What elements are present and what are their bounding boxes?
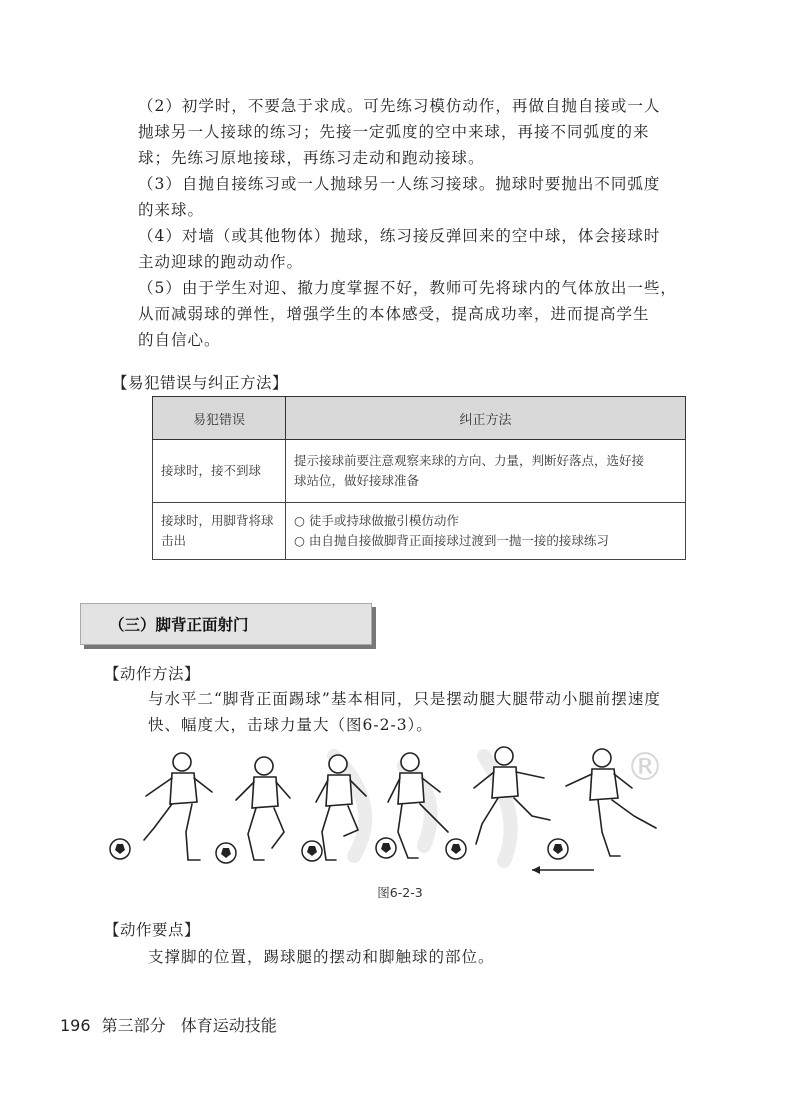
keypoints-text: 支撑脚的位置，踢球腿的摆动和脚触球的部位。 xyxy=(148,948,495,966)
fix-line: 球站位，做好接球准备 xyxy=(294,473,420,488)
paragraph-line: 抛球另一人接球的练习；先接一定弧度的空中来球，再接不同弧度的来 xyxy=(138,123,650,141)
paragraph-line: 与水平二“脚背正面踢球”基本相同，只是摆动腿大腿带动小腿前摆速度 xyxy=(148,690,661,708)
table-row xyxy=(153,440,686,503)
soccer-ball xyxy=(548,839,568,859)
paragraph-line: 的自信心。 xyxy=(138,331,221,349)
soccer-ball xyxy=(302,841,322,861)
figure-caption: 图6-2-3 xyxy=(377,885,423,900)
footer-title: 体育运动技能 xyxy=(180,1016,277,1035)
soccer-ball xyxy=(110,839,130,859)
error-cell: 接球时，接不到球 xyxy=(153,440,286,503)
direction-arrow-icon xyxy=(532,866,594,874)
footer-part: 第三部分 xyxy=(101,1016,166,1035)
keypoints-heading: 【动作要点】 xyxy=(104,921,201,939)
soccer-ball xyxy=(376,838,396,858)
paragraph-5 xyxy=(138,275,698,353)
paragraph-line: 的来球。 xyxy=(138,201,205,219)
error-line: 接球时，用脚背将球 xyxy=(161,513,274,528)
fix-cell xyxy=(286,440,686,503)
method-heading: 【动作方法】 xyxy=(104,665,201,683)
fix-line: ○ 由自抛自接做脚背正面接球过渡到一抛一接的接球练习 xyxy=(294,533,609,548)
section-title: （三）脚背正面射门 xyxy=(109,616,249,634)
kicking-sequence-figure xyxy=(104,736,686,878)
paragraph-line: （3）自抛自接练习或一人抛球另一人练习接球。抛球时要抛出不同弧度 xyxy=(138,175,661,193)
page-number: 196 xyxy=(60,1016,91,1035)
section-title-box xyxy=(80,603,372,645)
player-figure xyxy=(144,753,212,860)
soccer-ball xyxy=(216,843,236,863)
method-text xyxy=(148,686,700,738)
soccer-ball xyxy=(446,839,466,859)
page-footer xyxy=(60,1013,277,1036)
watermark-registered-mark: ® xyxy=(626,745,664,789)
player-figure xyxy=(236,757,290,860)
paragraph-line: 球；先练习原地接球，再练习走动和跑动接球。 xyxy=(138,149,485,167)
paragraph-4 xyxy=(138,223,698,275)
paragraph-line: （2）初学时，不要急于求成。可先练习模仿动作，再做自抛自接或一人 xyxy=(138,97,661,115)
table-header-fix: 纠正方法 xyxy=(286,397,686,440)
error-cell xyxy=(153,503,286,560)
practice-paragraphs xyxy=(138,93,698,353)
paragraph-line: （4）对墙（或其他物体）抛球，练习接反弹回来的空中球，体会接球时 xyxy=(138,227,661,245)
errors-heading: 【易犯错误与纠正方法】 xyxy=(112,374,289,392)
paragraph-line: 从而减弱球的弹性，增强学生的本体感受，提高成功率，进而提高学生 xyxy=(138,305,650,323)
paragraph-line: 快、幅度大，击球力量大（图6-2-3）。 xyxy=(148,716,433,734)
paragraph-line: （5）由于学生对迎、撤力度掌握不好，教师可先将球内的气体放出一些， xyxy=(138,279,677,297)
table-row xyxy=(153,503,686,560)
fix-line: ○ 徒手或持球做撤引模仿动作 xyxy=(294,513,459,528)
paragraph-2 xyxy=(138,93,698,171)
errors-table xyxy=(152,396,686,560)
fix-cell xyxy=(286,503,686,560)
watermark-brush xyxy=(334,756,511,861)
paragraph-3 xyxy=(138,171,698,223)
paragraph-line: 主动迎球的跑动动作。 xyxy=(138,253,304,271)
fix-line: 提示接球前要注意观察来球的方向、力量，判断好落点，选好接 xyxy=(294,453,645,468)
error-line: 击出 xyxy=(161,533,187,548)
table-header-error: 易犯错误 xyxy=(153,397,286,440)
